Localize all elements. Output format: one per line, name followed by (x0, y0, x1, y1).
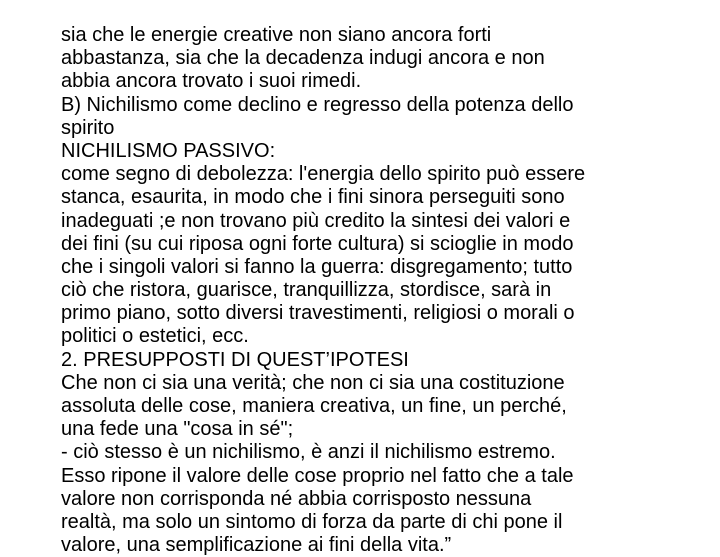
text-line: - ciò stesso è un nichilismo, è anzi il nichilismo estremo. (61, 441, 556, 464)
text-line: abbia ancora trovato i suoi rimedi. (61, 70, 362, 93)
text-line: spirito (61, 116, 115, 139)
text-line: 2. PRESUPPOSTI DI QUEST’IPOTESI (61, 348, 409, 371)
text-line: ciò che ristora, guarisce, tranquillizza, stordisce, sarà in (61, 279, 552, 302)
text-line: inadeguati ;e non trovano più credito la sintesi dei valori e (61, 209, 571, 232)
text-line: dei fini (su cui riposa ogni forte cultura) si scioglie in modo (61, 232, 574, 255)
text-line: Esso ripone il valore delle cose proprio nel fatto che a tale (61, 464, 574, 487)
text-line: B) Nichilismo come declino e regresso della potenza dello (61, 93, 574, 116)
text-line: abbastanza, sia che la decadenza indugi ancora e non (61, 47, 545, 70)
text-line: valore non corrisponda né abbia corrisposto nessuna (61, 487, 532, 510)
text-line: Che non ci sia una verità; che non ci sia una costituzione (61, 371, 565, 394)
body-text (61, 24, 701, 557)
text-line: valore, una semplificazione ai fini della vita.” (61, 534, 452, 557)
text-line: primo piano, sotto diversi travestimenti, religiosi o morali o (61, 302, 575, 325)
text-line: politici o estetici, ecc. (61, 325, 249, 348)
text-line: stanca, esaurita, in modo che i fini sinora perseguiti sono (61, 186, 565, 209)
text-line: sia che le energie creative non siano ancora forti (61, 24, 492, 46)
text-line: NICHILISMO PASSIVO: (61, 139, 276, 162)
text-line: una fede una "cosa in sé"; (61, 418, 294, 441)
text-line: assoluta delle cose, maniera creativa, un fine, un perché, (61, 395, 567, 417)
text-line: come segno di debolezza: l'energia dello spirito può essere (61, 163, 586, 186)
text-line: realtà, ma solo un sintomo di forza da parte di chi pone il (61, 510, 563, 533)
text-line: che i singoli valori si fanno la guerra: disgregamento; tutto (61, 255, 573, 278)
